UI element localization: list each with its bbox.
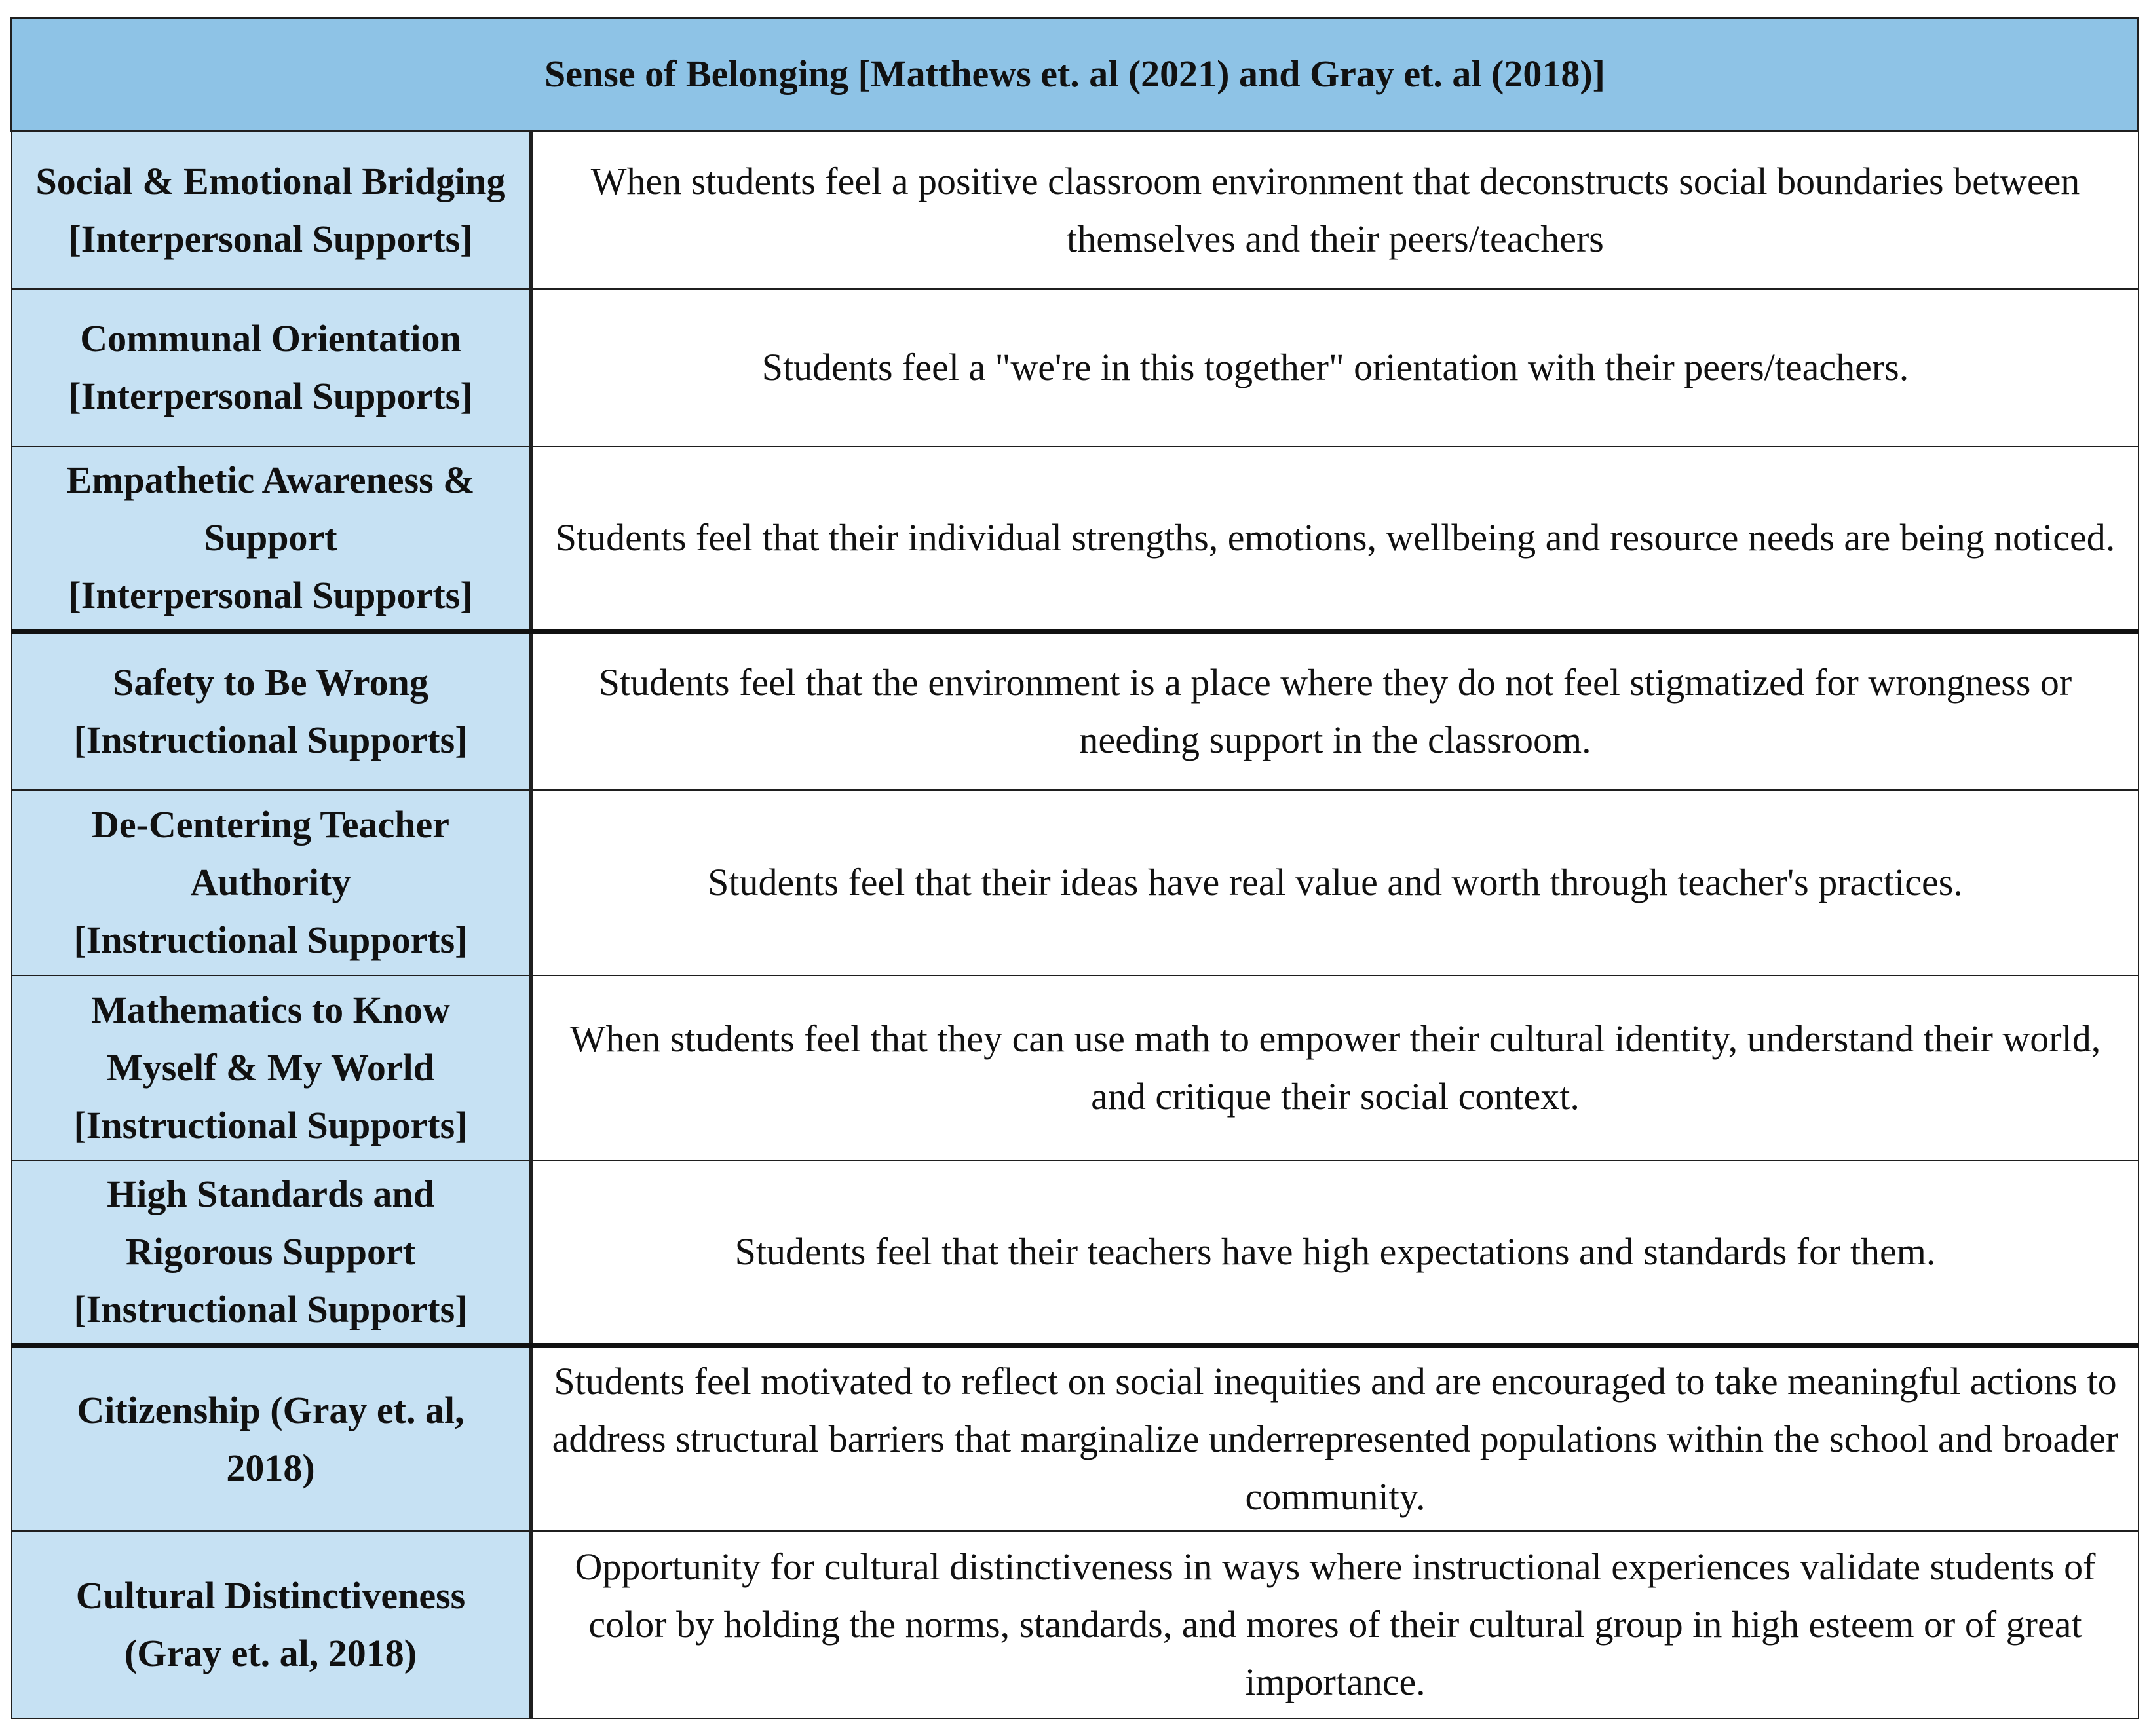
row-label-empathetic-awareness bbox=[12, 447, 531, 632]
table-row bbox=[12, 632, 2139, 790]
description-text: Students feel that their ideas have real value and worth through teacher's practices. bbox=[708, 861, 1963, 903]
label-line: Empathetic Awareness & bbox=[66, 459, 475, 501]
description-text: Students feel that the environment is a place where they do not feel stigmatized for wrongness or needing support in the classroom. bbox=[598, 661, 2072, 761]
label-line: [Instructional Supports] bbox=[73, 1104, 468, 1146]
table-title: Sense of Belonging [Matthews et. al (2021) and Gray et. al (2018)] bbox=[12, 18, 2139, 131]
label-line: 2018) bbox=[226, 1446, 315, 1489]
table-row bbox=[12, 975, 2139, 1161]
label-line: (Gray et. al, 2018) bbox=[124, 1631, 417, 1674]
description-text: Students feel a "we're in this together" orientation with their peers/teachers. bbox=[761, 346, 1909, 388]
description-text: When students feel that they can use math to empower their cultural identity, understand their world, and critique their social context. bbox=[569, 1017, 2101, 1118]
label-line: Support bbox=[204, 516, 337, 559]
label-line: Myself & My World bbox=[107, 1046, 434, 1089]
row-label-de-centering-teacher-authority bbox=[12, 790, 531, 975]
label-line: Cultural Distinctiveness bbox=[75, 1574, 466, 1617]
label-line: [Instructional Supports] bbox=[73, 719, 468, 761]
row-description bbox=[531, 289, 2139, 447]
row-description bbox=[531, 447, 2139, 632]
table-row bbox=[12, 1161, 2139, 1346]
label-line: [Instructional Supports] bbox=[73, 1288, 468, 1330]
table-row bbox=[12, 289, 2139, 447]
label-line: Communal Orientation bbox=[80, 317, 461, 360]
label-line: [Interpersonal Supports] bbox=[68, 217, 473, 260]
row-description bbox=[531, 975, 2139, 1161]
label-line: Rigorous Support bbox=[125, 1230, 416, 1273]
description-text: Opportunity for cultural distinctiveness in ways where instructional experiences validate students of color by holding the norms, standards, and mores of their cultural group in high esteem or of great importance. bbox=[575, 1545, 2096, 1703]
table-row bbox=[12, 1531, 2139, 1718]
row-label-citizenship bbox=[12, 1346, 531, 1531]
row-label-mathematics-to-know-myself bbox=[12, 975, 531, 1161]
row-description bbox=[531, 790, 2139, 975]
sense-of-belonging-table bbox=[10, 17, 2139, 1719]
row-description bbox=[531, 1161, 2139, 1346]
row-description bbox=[531, 1346, 2139, 1531]
description-text: Students feel that their teachers have high expectations and standards for them. bbox=[734, 1230, 1936, 1273]
label-line: [Interpersonal Supports] bbox=[68, 375, 473, 417]
row-label-social-emotional-bridging bbox=[12, 131, 531, 289]
label-line: High Standards and bbox=[107, 1173, 434, 1215]
label-line: [Instructional Supports] bbox=[73, 918, 468, 961]
table-row bbox=[12, 1346, 2139, 1531]
row-description bbox=[531, 131, 2139, 289]
row-description bbox=[531, 1531, 2139, 1718]
row-label-high-standards bbox=[12, 1161, 531, 1346]
row-description bbox=[531, 632, 2139, 790]
label-line: Mathematics to Know bbox=[91, 989, 450, 1031]
description-text: Students feel motivated to reflect on social inequities and are encouraged to take meaningful actions to address structural barriers that marginalize underrepresented populations within the school and broader community. bbox=[552, 1359, 2119, 1518]
label-line: [Interpersonal Supports] bbox=[68, 574, 473, 616]
description-text: When students feel a positive classroom environment that deconstructs social boundaries between themselves and their peers/teachers bbox=[590, 159, 2080, 260]
description-text: Students feel that their individual strengths, emotions, wellbeing and resource needs are being noticed. bbox=[555, 516, 2116, 559]
table-header-row bbox=[12, 18, 2139, 131]
label-line: Social & Emotional Bridging bbox=[35, 159, 506, 202]
label-line: Safety to Be Wrong bbox=[113, 661, 428, 704]
table-row bbox=[12, 131, 2139, 289]
table-row bbox=[12, 447, 2139, 632]
table-row bbox=[12, 790, 2139, 975]
label-line: De-Centering Teacher bbox=[91, 803, 450, 846]
row-label-safety-to-be-wrong bbox=[12, 632, 531, 790]
label-line: Citizenship (Gray et. al, bbox=[77, 1388, 465, 1431]
row-label-communal-orientation bbox=[12, 289, 531, 447]
row-label-cultural-distinctiveness bbox=[12, 1531, 531, 1718]
label-line: Authority bbox=[190, 861, 351, 903]
